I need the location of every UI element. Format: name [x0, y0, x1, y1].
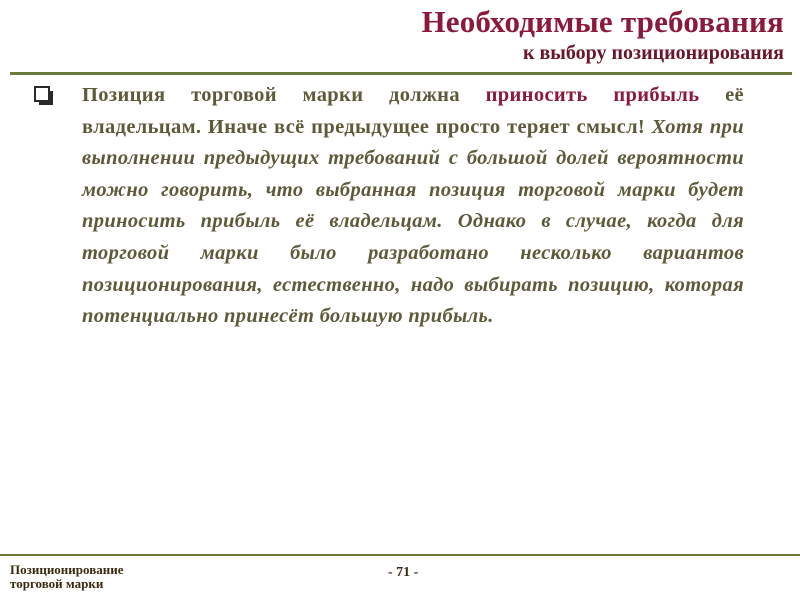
title-divider	[10, 72, 792, 75]
paragraph-text-1: Позиция торговой марки должна	[82, 84, 486, 106]
footer-section-label	[10, 563, 123, 591]
bullet-paragraph	[82, 80, 744, 333]
slide-title: Необходимые требования	[421, 4, 784, 39]
footer-divider	[0, 554, 800, 556]
slide-subtitle: к выбору позиционирования	[522, 42, 784, 64]
page-number: - 71 -	[388, 565, 419, 580]
paragraph-text-2: её владельцам. Иначе всё предыдущее просто теряет смысл!	[82, 84, 744, 138]
paragraph-italic-text: Хотя при выполнении предыдущих требований с большой долей вероятности можно говорить, что выбранная позиция торговой марки будет приносить прибыль её владельцам. Однако в случае, когда для торговой марки было разработано несколько вариантов позиционирования, естественно, надо выбирать позицию, которая потенциально принесёт большую прибыль.	[82, 115, 744, 328]
highlight-phrase: приносить прибыль	[485, 84, 700, 106]
footer-label-line-2: торговой марки	[10, 576, 104, 591]
checkbox-bullet-icon	[34, 86, 54, 106]
footer-label-line-1: Позиционирование	[10, 562, 124, 577]
